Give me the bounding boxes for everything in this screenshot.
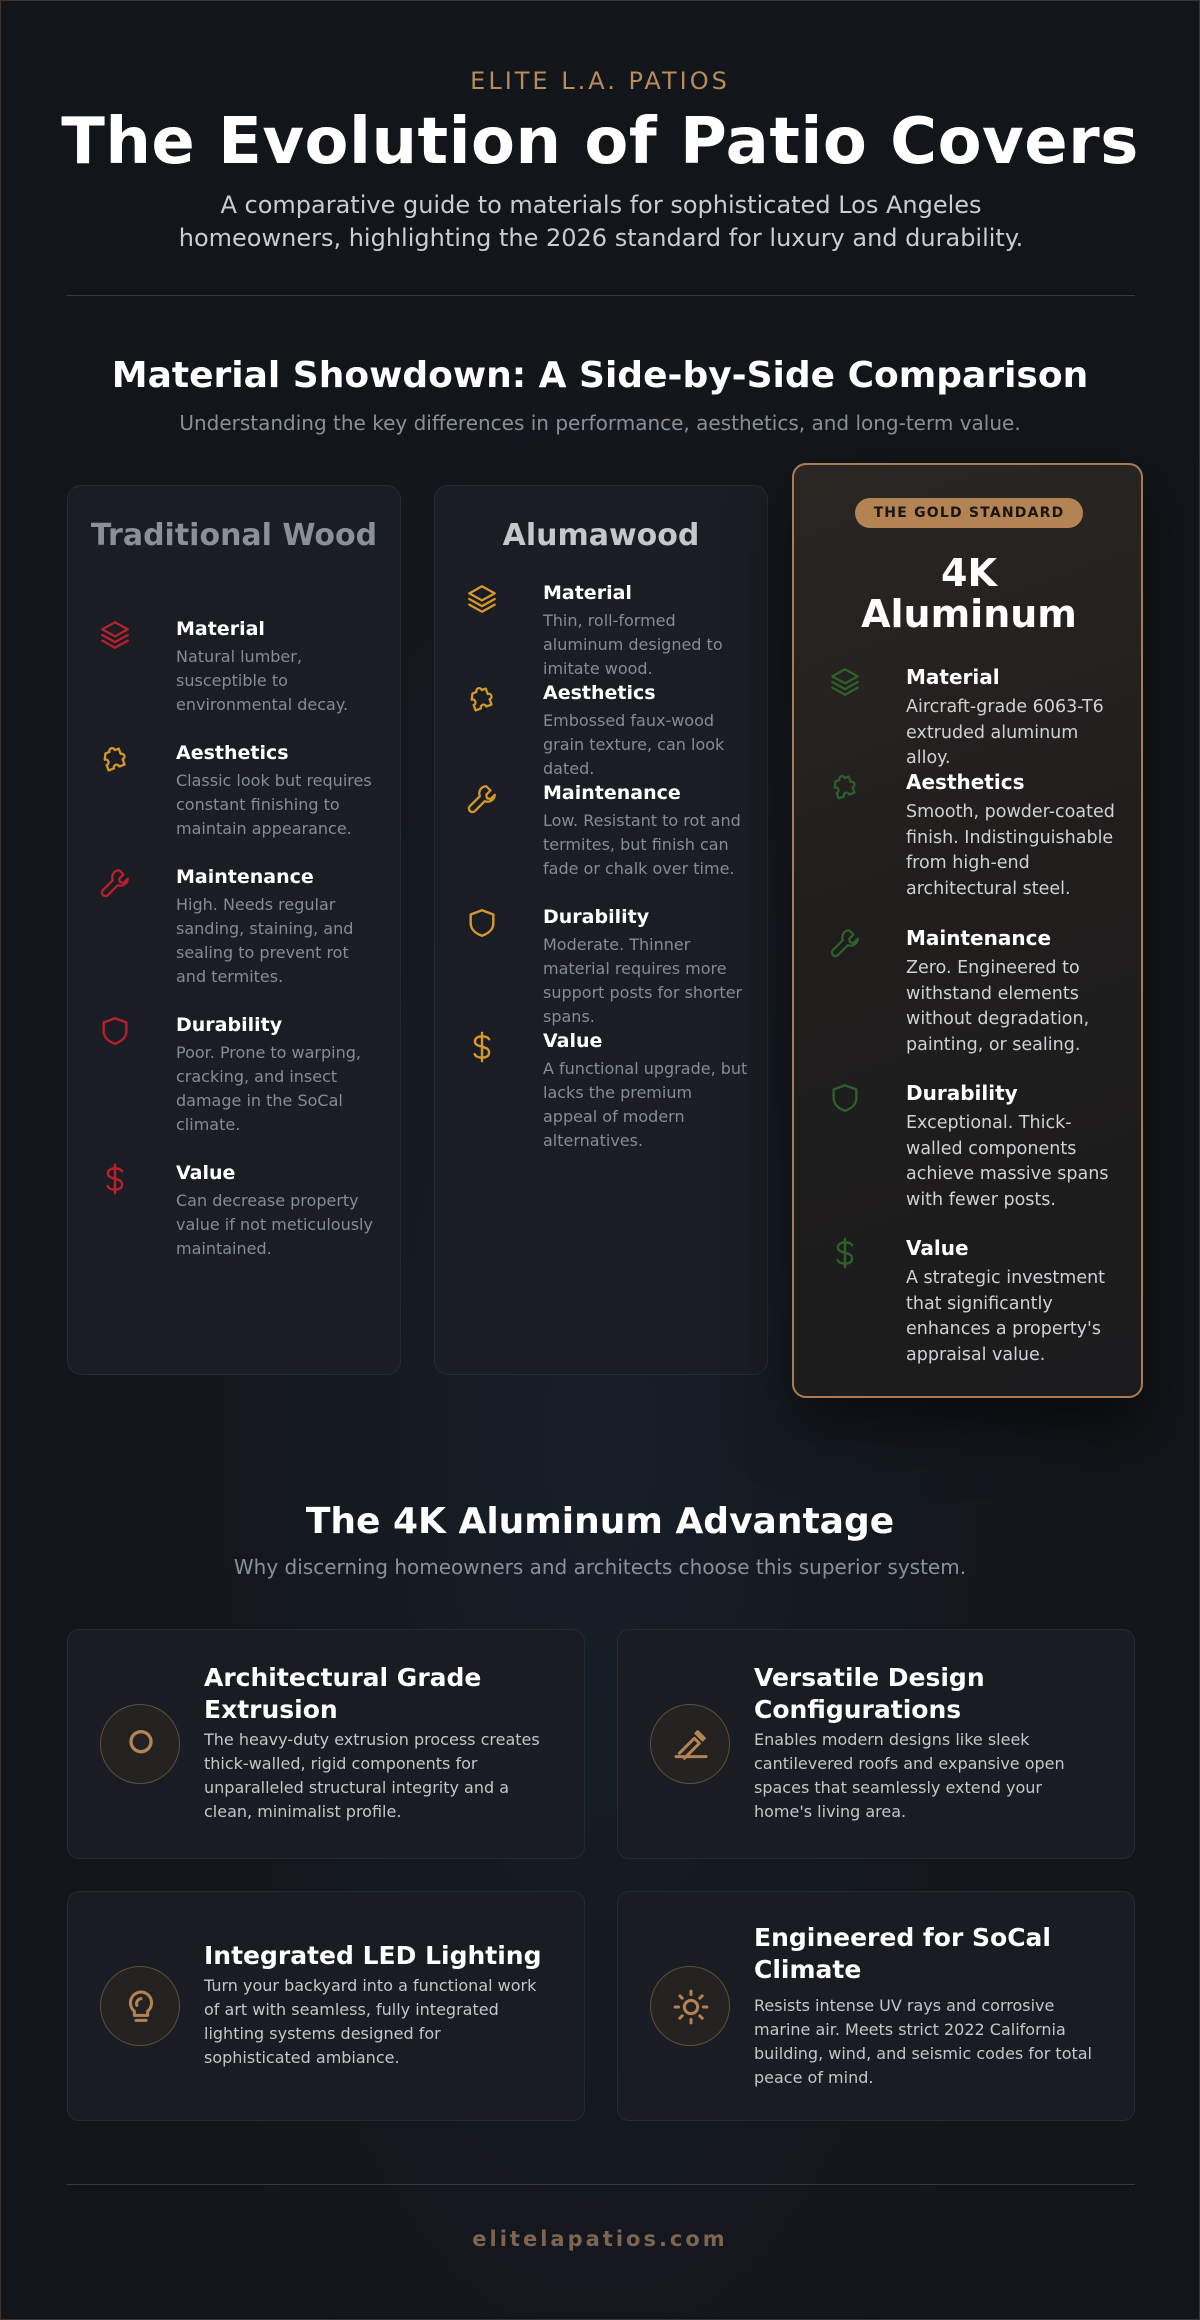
advantage-card-design [617, 1629, 1135, 1859]
feature-label: Value [906, 1236, 969, 1260]
feature-label: Aesthetics [906, 770, 1025, 794]
column-title: Alumawood [502, 518, 700, 553]
brand-name: ELITE L.A. PATIOS [470, 67, 730, 95]
feature-label: Material [176, 618, 265, 640]
feature-label: Maintenance [906, 926, 1052, 950]
advantage-title-text: Versatile Design Configurations [754, 1663, 985, 1724]
feature-label: Material [543, 582, 632, 604]
column-traditional-wood [67, 485, 401, 1375]
feature-text: Thin, roll-formed aluminum designed to imitate wood. [543, 611, 723, 678]
advantage-card-lighting [67, 1891, 585, 2121]
ring-icon [100, 1704, 180, 1784]
dollar-icon [465, 1030, 499, 1064]
feature-label: Maintenance [543, 782, 681, 804]
page-title: The Evolution of Patio Covers [61, 105, 1139, 179]
feature-label: Durability [906, 1081, 1018, 1105]
footer-website: elitelapatios.com [472, 2227, 728, 2251]
feature-label: Value [543, 1030, 603, 1052]
feature-text: A strategic investment that significantly enhances a property's appraisal value. [906, 1268, 1106, 1365]
showdown-subtitle: Understanding the key differences in performance, aesthetics, and long-term value. [179, 411, 1021, 435]
advantage-description: Enables modern designs like sleek cantilevered roofs and expansive open spaces that seamlessly extend your home's living area. [754, 1730, 1065, 1821]
layers-icon [98, 618, 132, 652]
advantage-description: The heavy-duty extrusion process creates thick-walled, rigid components for unparalleled structural integrity and a clean, minimalist profile. [204, 1730, 540, 1821]
advantage-card-climate [617, 1891, 1135, 2121]
feature-text: Poor. Prone to warping, cracking, and insect damage in the SoCal climate. [176, 1043, 361, 1134]
feature-label: Durability [176, 1014, 283, 1036]
wrench-icon [98, 866, 132, 900]
advantage-subtitle: Why discerning homeowners and architects choose this superior system. [233, 1555, 967, 1579]
advantage-description: Resists intense UV rays and corrosive marine air. Meets strict 2022 California building, wind, and seismic codes for total peace of mind. [754, 1996, 1092, 2087]
sun-icon [650, 1966, 730, 2046]
shield-icon [98, 1014, 132, 1048]
shield-icon [465, 906, 499, 940]
advantage-title-text: Architectural Grade Extrusion [204, 1663, 482, 1724]
gold-standard-badge: THE GOLD STANDARD [855, 498, 1083, 528]
column-title: Traditional Wood [90, 518, 378, 553]
column-alumawood [434, 485, 768, 1375]
feature-text: Moderate. Thinner material requires more support posts for shorter spans. [543, 935, 743, 1026]
feature-text: A functional upgrade, but lacks the premium appeal of modern alternatives. [543, 1059, 748, 1150]
header-divider [67, 295, 1135, 296]
page-subtitle: A comparative guide to materials for sophisticated Los Angeles homeowners, highlighting the 2026 standard for luxury and durability. [178, 191, 1024, 252]
footer-divider [67, 2184, 1135, 2185]
feature-text: Exceptional. Thick-walled components achieve massive spans with fewer posts. [906, 1113, 1109, 1210]
feature-text: Low. Resistant to rot and termites, but finish can fade or chalk over time. [543, 811, 741, 878]
feature-text: Smooth, powder-coated finish. Indistinguishable from high-end architectural steel. [906, 802, 1115, 899]
wrench-icon [465, 782, 499, 816]
feature-text: Classic look but requires constant finishing to maintain appearance. [176, 771, 372, 838]
feature-text: Aircraft-grade 6063-T6 extruded aluminum alloy. [906, 697, 1104, 768]
advantage-description: Turn your backyard into a functional work of art with seamless, fully integrated lighting systems designed for sophisticated ambiance. [204, 1976, 537, 2067]
feature-text: Natural lumber, susceptible to environmental decay. [176, 647, 349, 714]
dollar-icon [98, 1162, 132, 1196]
wrench-icon [828, 926, 862, 960]
feature-label: Durability [543, 906, 650, 928]
showdown-title: Material Showdown: A Side-by-Side Comparison [111, 355, 1089, 396]
column-4k-aluminum [792, 463, 1143, 1398]
dollar-icon [828, 1236, 862, 1270]
advantage-title-text: Integrated LED Lighting [204, 1941, 542, 1970]
layers-icon [828, 665, 862, 699]
advantage-title: The 4K Aluminum Advantage [305, 1501, 895, 1542]
feature-label: Maintenance [176, 866, 314, 888]
advantage-card-extrusion [67, 1629, 585, 1859]
puzzle-icon [98, 742, 132, 776]
feature-text: Zero. Engineered to withstand elements without degradation, painting, or sealing. [906, 958, 1090, 1055]
shield-icon [828, 1081, 862, 1115]
feature-text: High. Needs regular sanding, staining, and sealing to prevent rot and termites. [176, 895, 354, 986]
advantage-title-text: Engineered for SoCal Climate [754, 1923, 1051, 1984]
column-title: 4K Aluminum [861, 551, 1077, 636]
feature-label: Value [176, 1162, 236, 1184]
feature-label: Material [906, 665, 1000, 689]
puzzle-icon [828, 770, 862, 804]
feature-label: Aesthetics [543, 682, 656, 704]
feature-label: Aesthetics [176, 742, 289, 764]
layers-icon [465, 582, 499, 616]
feature-text: Embossed faux-wood grain texture, can look dated. [543, 711, 725, 778]
pencil-ruler-icon [650, 1704, 730, 1784]
puzzle-icon [465, 682, 499, 716]
lightbulb-icon [100, 1966, 180, 2046]
feature-text: Can decrease property value if not meticulously maintained. [176, 1191, 373, 1258]
